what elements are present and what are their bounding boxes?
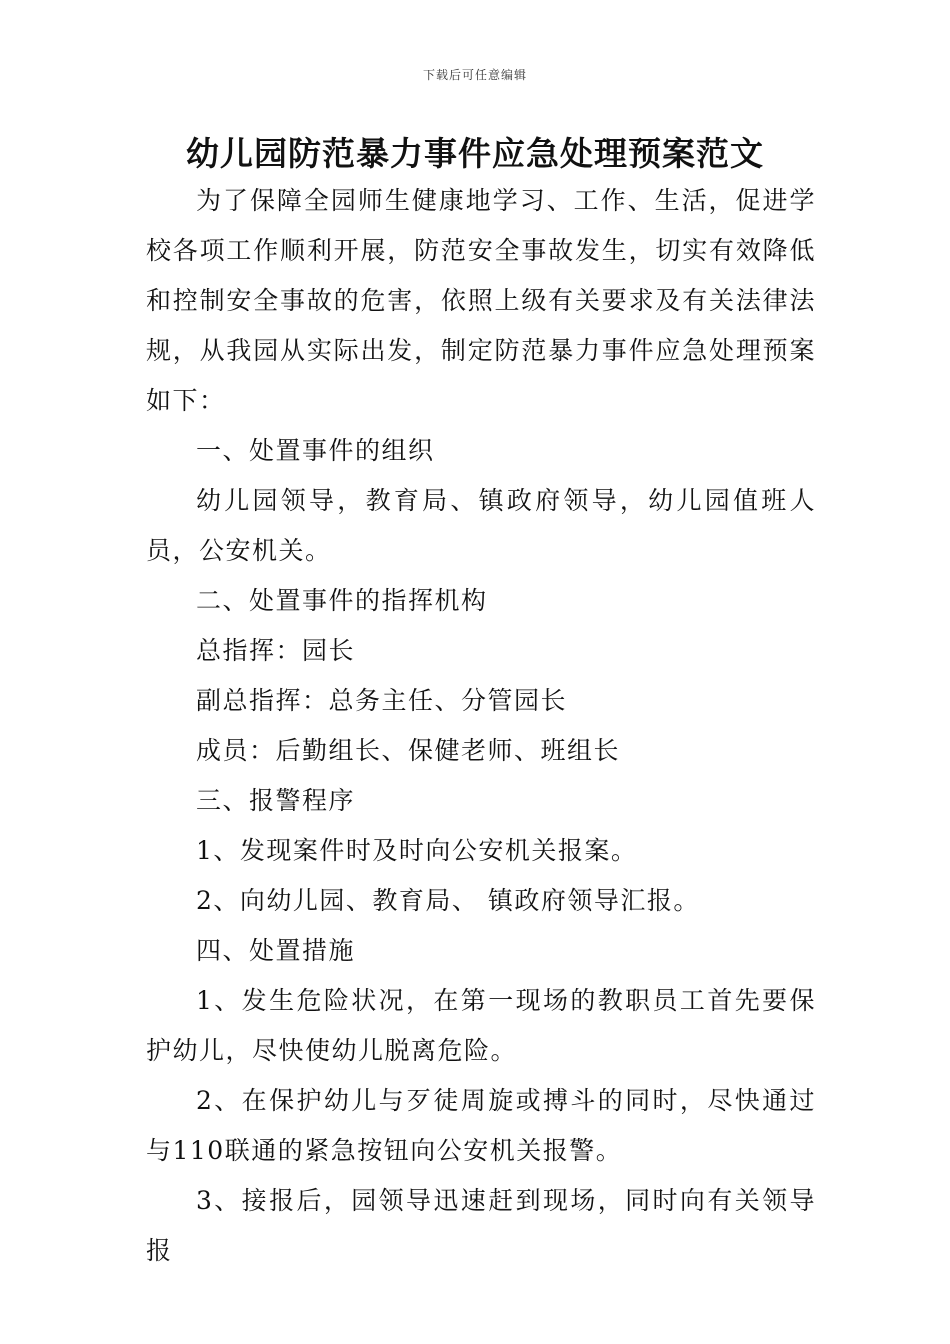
section-heading-measures: 四、处置措施 bbox=[196, 936, 356, 965]
list-item-measure-2: 2、在保护幼儿与歹徒周旋或搏斗的同时，尽快通过与110联通的紧急按钮向公安机关报警。 bbox=[146, 1086, 816, 1165]
paragraph-deputy-commander: 副总指挥：总务主任、分管园长 bbox=[196, 686, 568, 715]
paragraph-members: 成员：后勤组长、保健老师、班组长 bbox=[196, 736, 621, 765]
document-body bbox=[146, 176, 816, 1276]
paragraph-commander: 总指挥：园长 bbox=[196, 636, 356, 665]
list-item-alarm-1: 1、发现案件时及时向公安机关报案。 bbox=[196, 836, 638, 865]
list-item-measure-3: 3、接报后，园领导迅速赶到现场，同时向有关领导报 bbox=[146, 1186, 816, 1265]
paragraph-intro: 为了保障全园师生健康地学习、工作、生活，促进学校各项工作顺利开展，防范安全事故发生，切实有效降低和控制安全事故的危害，依照上级有关要求及有关法律法规，从我园从实际出发，制定防范暴力事件应急处理预案如下： bbox=[146, 186, 816, 415]
paragraph-organization: 幼儿园领导，教育局、镇政府领导，幼儿园值班人员，公安机关。 bbox=[146, 486, 816, 565]
document-title: 幼儿园防范暴力事件应急处理预案范文 bbox=[186, 134, 764, 173]
section-heading-organization: 一、处置事件的组织 bbox=[196, 436, 435, 465]
section-heading-command: 二、处置事件的指挥机构 bbox=[196, 586, 488, 615]
list-item-measure-1: 1、发生危险状况，在第一现场的教职员工首先要保护幼儿，尽快使幼儿脱离危险。 bbox=[146, 986, 816, 1065]
header-note: 下载后可任意编辑 bbox=[422, 68, 527, 82]
section-heading-alarm: 三、报警程序 bbox=[196, 786, 356, 815]
list-item-alarm-2: 2、向幼儿园、教育局、 镇政府领导汇报。 bbox=[196, 886, 700, 915]
